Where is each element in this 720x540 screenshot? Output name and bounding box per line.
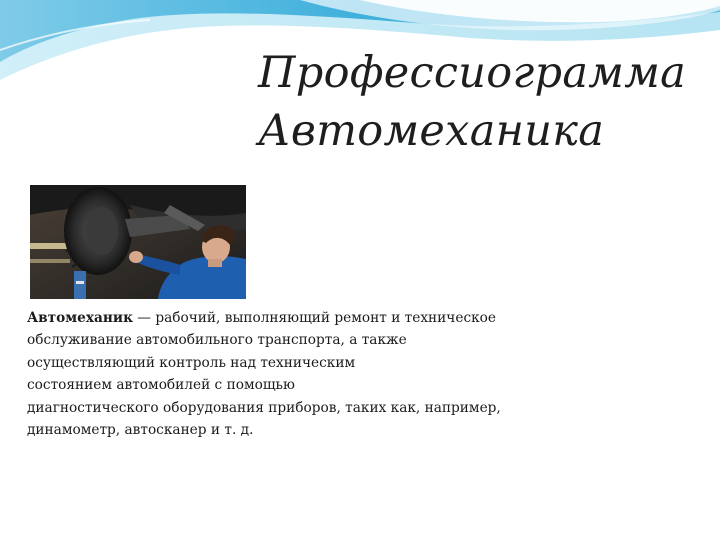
description-line-1-rest: — рабочий, выполняющий ремонт и техническое bbox=[132, 310, 497, 326]
mechanic-photo bbox=[30, 185, 246, 299]
description-line-4: состоянием автомобилей с помощью bbox=[27, 377, 295, 394]
term-automechanic: Автомеханик bbox=[27, 310, 133, 326]
title-line-2: Автомеханика bbox=[258, 106, 605, 156]
title-line-1: Профессиограмма bbox=[258, 48, 687, 98]
description-line-1 bbox=[27, 307, 587, 329]
description-line-6: динамометр, автосканер и т. д. bbox=[27, 422, 254, 439]
description-line-3: осуществляющий контроль над техническим bbox=[27, 354, 356, 371]
description-line-2: обслуживание автомобильного транспорта, а также bbox=[27, 332, 407, 349]
description-line-5: диагностического оборудования приборов, таких как, например, bbox=[27, 399, 501, 416]
slide-title bbox=[258, 44, 708, 160]
description-paragraph bbox=[27, 307, 587, 441]
